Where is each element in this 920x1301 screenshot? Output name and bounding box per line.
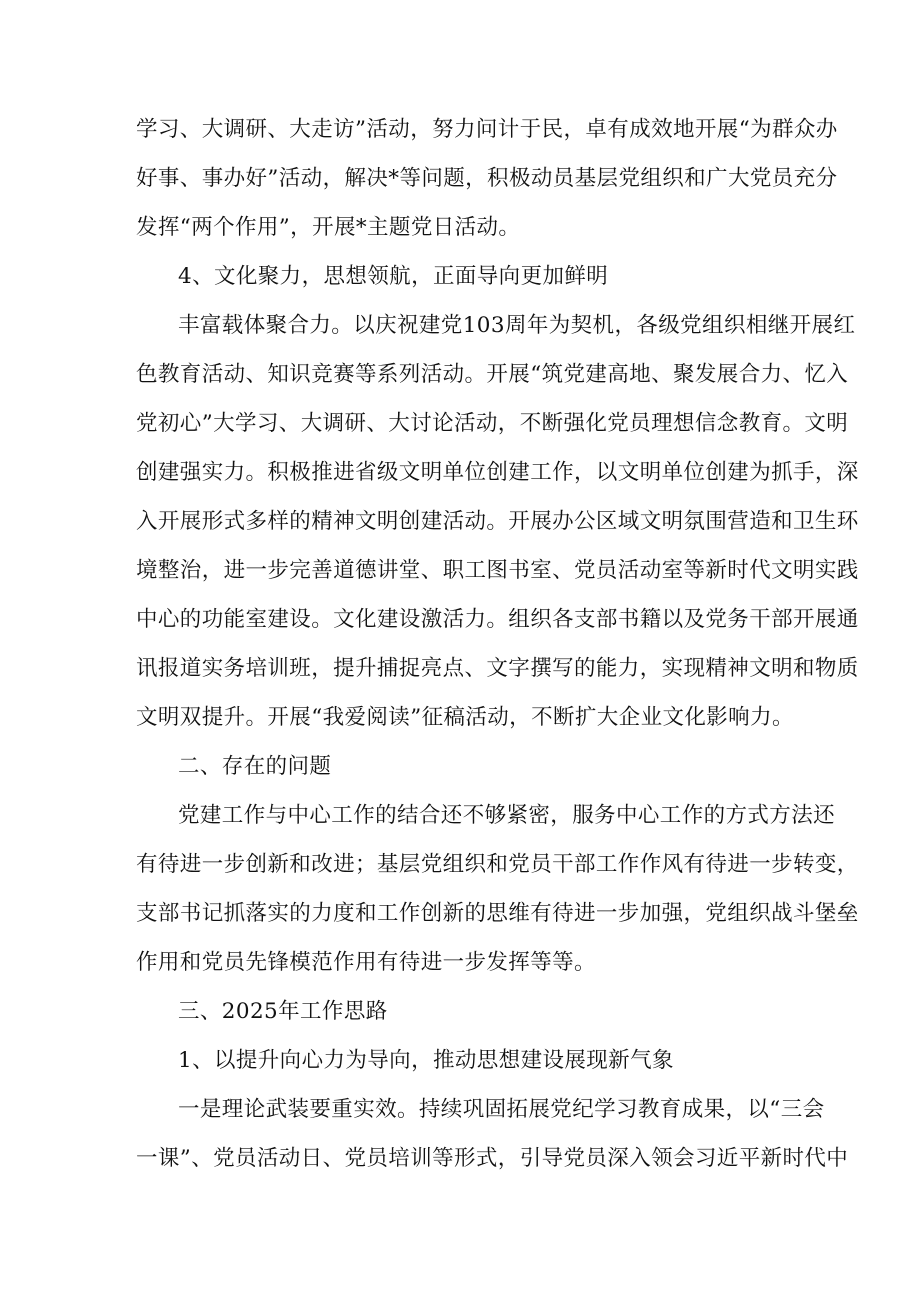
paragraph-line: 有待进一步创新和改进；基层党组织和党员干部工作作风有待进一步转变， [136,852,859,877]
paragraph-line: 色教育活动、知识竞赛等系列活动。开展“筑党建高地、聚发展合力、忆入 [136,362,849,387]
paragraph-line: 境整治，进一步完善道德讲堂、职工图书室、党员活动室等新时代文明实践 [136,558,859,583]
paragraph-line: 丰富载体聚合力。以庆祝建党103周年为契机，各级党组织相继开展红 [178,313,856,338]
section-heading: 1、以提升向心力为导向，推动思想建设展现新气象 [178,1048,674,1073]
paragraph-line: 入开展形式多样的精神文明创建活动。开展办公区域文明氛围营造和卫生环 [136,509,859,534]
paragraph-line: 发挥“两个作用”，开展*主题党日活动。 [136,215,521,240]
paragraph-line: 创建强实力。积极推进省级文明单位创建工作，以文明单位创建为抓手，深 [136,460,859,485]
paragraph-line: 党建工作与中心工作的结合还不够紧密，服务中心工作的方式方法还 [178,803,836,828]
paragraph-line: 学习、大调研、大走访”活动，努力问计于民，卓有成效地开展“为群众办 [136,117,838,142]
paragraph-line: 党初心”大学习、大调研、大讨论活动，不断强化党员理想信念教育。文明 [136,411,849,436]
paragraph-line: 中心的功能室建设。文化建设激活力。组织各支部书籍以及党务干部开展通 [136,607,859,632]
section-heading: 4、文化聚力，思想领航，正面导向更加鲜明 [178,264,609,289]
paragraph-line: 好事、事办好”活动，解决*等问题，积极动员基层党组织和广大党员充分 [136,166,838,191]
paragraph-line: 一课”、党员活动日、党员培训等形式，引导党员深入领会习近平新时代中 [136,1146,849,1171]
paragraph-line: 作用和党员先锋模范作用有待进一步发挥等等。 [136,950,596,975]
section-heading: 三、2025年工作思路 [178,999,388,1024]
paragraph-line: 讯报道实务培训班，提升捕捉亮点、文字撰写的能力，实现精神文明和物质 [136,656,859,681]
paragraph-line: 文明双提升。开展“我爱阅读”征稿活动，不断扩大企业文化影响力。 [136,705,794,730]
paragraph-line: 一是理论武装要重实效。持续巩固拓展党纪学习教育成果，以“三会 [178,1097,825,1122]
section-heading: 二、存在的问题 [178,754,332,779]
paragraph-line: 支部书记抓落实的力度和工作创新的思维有待进一步加强，党组织战斗堡垒 [136,901,859,926]
